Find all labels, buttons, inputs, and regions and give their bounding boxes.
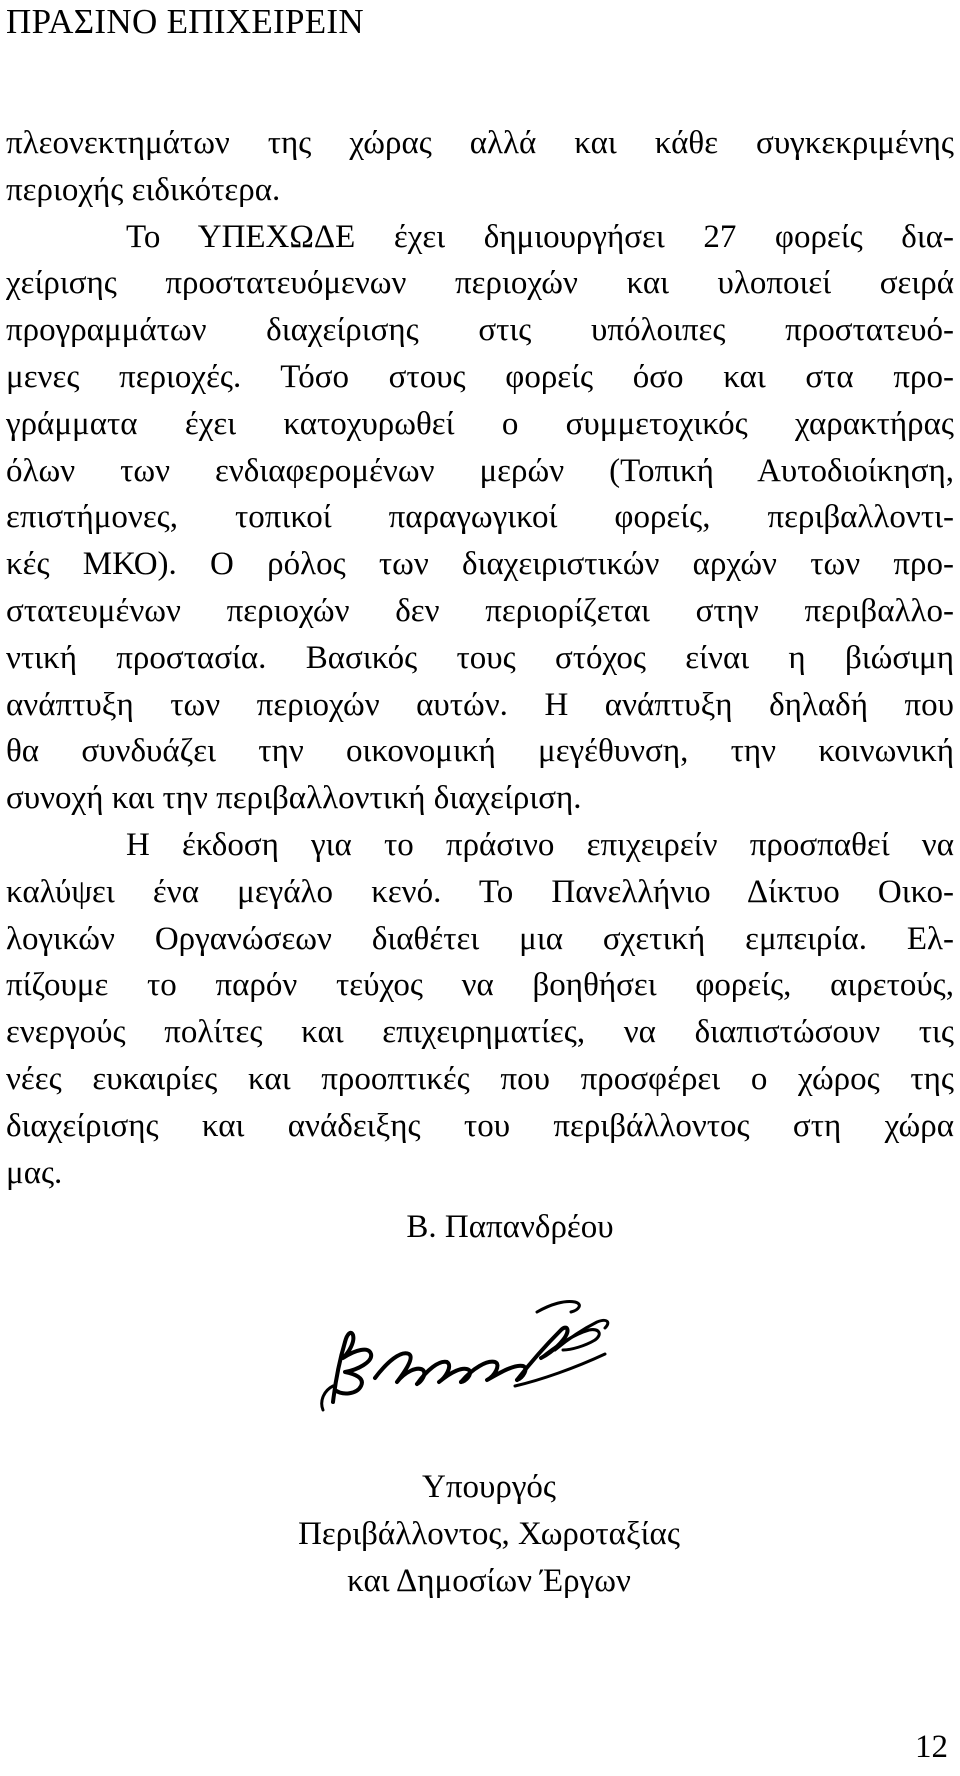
handwritten-signature bbox=[305, 1290, 655, 1430]
title-line: και Δημοσίων Έργων bbox=[347, 1563, 631, 1599]
text-line: χείρισης προστατευόμενων περιοχών και υλοποιεί σειρά bbox=[6, 265, 954, 302]
page-number: 12 bbox=[915, 1729, 948, 1765]
text-line: λογικών Οργανώσεων διαθέτει μια σχετική εμπειρία. Ελ- bbox=[6, 920, 954, 957]
text-line: πίζουμε το παρόν τεύχος να βοηθήσει φορείς, αιρετούς, bbox=[6, 967, 954, 1004]
text-line: διαχείρισης και ανάδειξης του περιβάλλοντος στη χώρα bbox=[6, 1107, 954, 1144]
text-line: πλεονεκτημάτων της χώρας αλλά και κάθε συγκεκριμένης bbox=[6, 125, 954, 161]
text-line: γράμματα έχει κατοχυρωθεί ο συμμετοχικός χαρακτήρας bbox=[6, 405, 954, 442]
paragraph-continuation bbox=[6, 120, 954, 214]
paragraph-protected-areas bbox=[6, 214, 954, 822]
text-line: μας. bbox=[6, 1154, 63, 1191]
text-line: ενεργούς πολίτες και επιχειρηματίες, να διαπιστώσουν τις bbox=[6, 1014, 954, 1051]
text-line: Το ΥΠΕΧΩΔΕ έχει δημιουργήσει 27 φορείς δια- bbox=[126, 218, 954, 255]
text-line: προγραμμάτων διαχείρισης στις υπόλοιπες προστατευό- bbox=[6, 312, 954, 349]
text-line: συνοχή και την περιβαλλοντική διαχείριση. bbox=[6, 780, 582, 817]
text-line: ντική προστασία. Βασικός τους στόχος είναι η βιώσιμη bbox=[6, 639, 954, 676]
text-line: περιοχής ειδικότερα. bbox=[6, 171, 281, 208]
signatory-name: Β. Παπανδρέου bbox=[406, 1209, 614, 1245]
text-line: επιστήμονες, τοπικοί παραγωγικοί φορείς, περιβαλλοντι- bbox=[6, 499, 954, 536]
title-line: Υπουργός bbox=[422, 1469, 556, 1505]
title-line: Περιβάλλοντος, Χωροταξίας bbox=[298, 1516, 680, 1552]
body-text bbox=[6, 120, 954, 1196]
text-line: θα συνδυάζει την οικονομική μεγέθυνση, την κοινωνική bbox=[6, 733, 954, 770]
text-line: κές ΜΚΟ). Ο ρόλος των διαχειριστικών αρχών των προ- bbox=[6, 546, 954, 583]
paragraph-publication bbox=[6, 822, 954, 1196]
text-line: καλύψει ένα μεγάλο κενό. Το Πανελλήνιο Δίκτυο Οικο- bbox=[6, 873, 954, 910]
running-head: ΠΡΑΣΙΝΟ ΕΠΙΧΕΙΡΕΙΝ bbox=[6, 2, 364, 41]
text-line: στατευμένων περιοχών δεν περιορίζεται στην περιβαλλο- bbox=[6, 592, 954, 629]
text-line: νέες ευκαιρίες και προοπτικές που προσφέρει ο χώρος της bbox=[6, 1060, 954, 1097]
text-line: όλων των ενδιαφερομένων μερών (Τοπική Αυτοδιοίκηση, bbox=[6, 452, 954, 489]
text-line: μενες περιοχές. Τόσο στους φορείς όσο και στα προ- bbox=[6, 358, 954, 395]
signatory-title bbox=[0, 1464, 960, 1605]
text-line: Η έκδοση για το πράσινο επιχειρείν προσπαθεί να bbox=[126, 826, 954, 863]
text-line: ανάπτυξη των περιοχών αυτών. Η ανάπτυξη δηλαδή που bbox=[6, 686, 954, 723]
